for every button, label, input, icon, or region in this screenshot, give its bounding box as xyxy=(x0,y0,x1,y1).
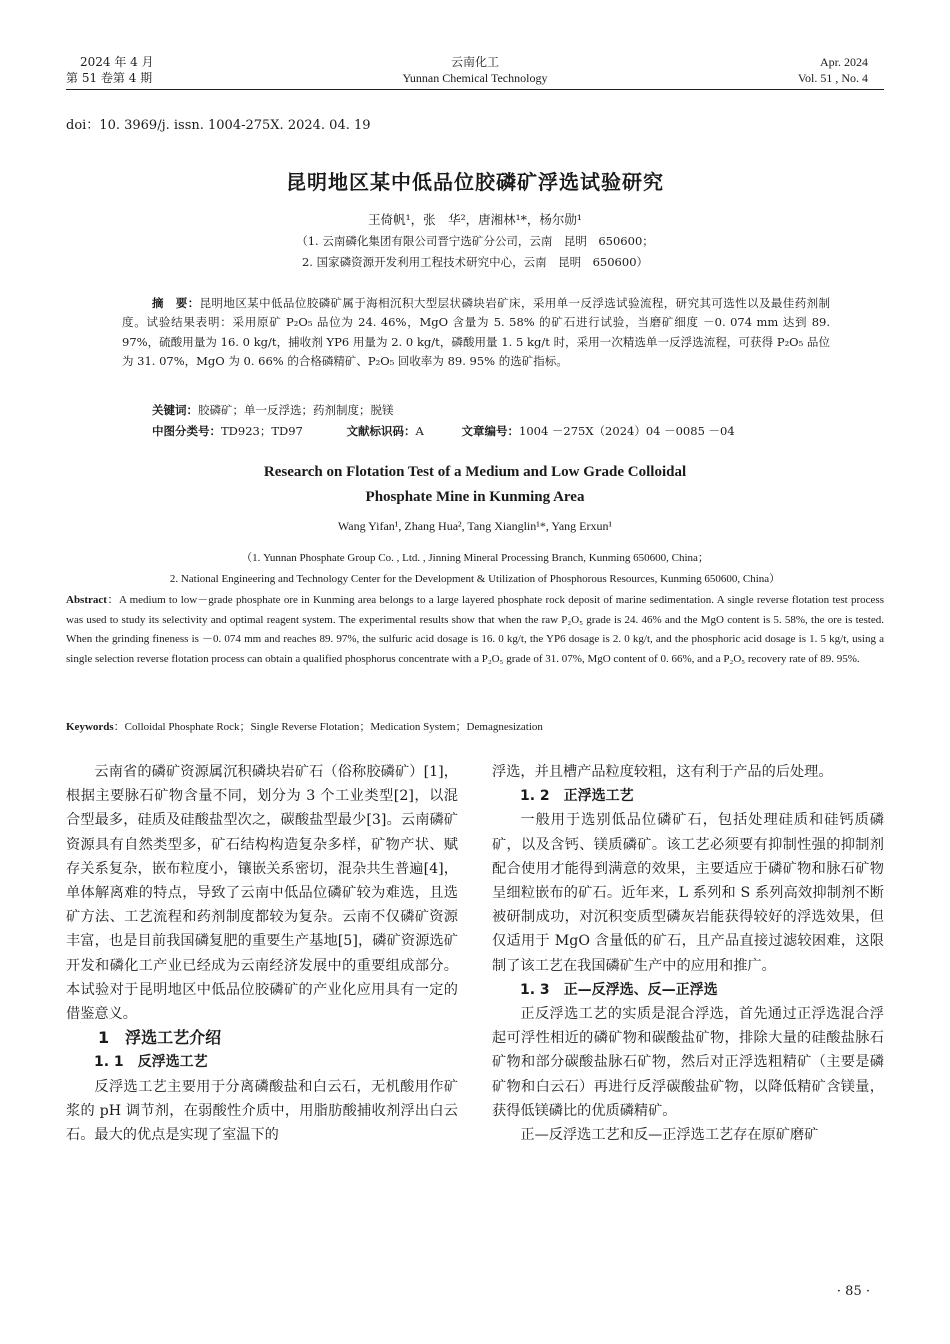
authors-en: Wang Yifan¹, Zhang Hua², Tang Xianglin¹*, Yang Erxun¹ xyxy=(337,519,613,533)
keywords-en xyxy=(66,718,543,734)
keywords-cn-text: 胶磷矿；单一反浮选；药剂制度；脱镁 xyxy=(198,403,394,417)
header-volume-cn: 第 51 卷第 4 期 xyxy=(66,71,153,85)
clc-value: TD923；TD97 xyxy=(221,424,303,438)
section-1-2-paragraph: 一般用于选别低品位磷矿石，包括处理硅质和硅钙质磷矿，以及含钙、镁质磷矿。该工艺必须要有抑制性强的抑制剂配合使用才能得到满意的效果，主要适应于磷矿物和脉石矿物呈细粒嵌布的矿石。近年来，L 系列和 S 系列高效抑制剂不断被研制成功，对沉积变质型磷灰岩能获得较好的浮选效果，但仅适用于 MgO 含量低的矿石，且产品直接过滤较困难，这限制了该工艺在我国磷矿生产中的应用和推广。 xyxy=(492,812,884,974)
clc-label: 中图分类号： xyxy=(152,424,221,438)
section-1-1-heading: 1. 1 反浮选工艺 xyxy=(94,1054,208,1071)
paper-title-en-line-2: Phosphate Mine in Kunming Area xyxy=(365,489,585,505)
header-volume-en: Vol. 51 , No. 4 xyxy=(797,71,868,85)
header-date-cn: 2024 年 4 月 xyxy=(80,55,154,69)
classification-line xyxy=(152,423,735,439)
body-right-column xyxy=(492,760,884,1147)
article-number-label: 文章编号： xyxy=(461,424,519,438)
affiliation-cn-2: 2. 国家磷资源开发利用工程技术研究中心，云南 昆明 650600） xyxy=(301,255,649,269)
keywords-en-label: Keywords xyxy=(66,721,114,733)
body-left-column xyxy=(66,760,458,1147)
paper-title-en xyxy=(0,460,950,510)
paper-title-cn: 昆明地区某中低品位胶磷矿浮选试验研究 xyxy=(286,170,664,194)
doi[interactable]: doi：10. 3969/j. issn. 1004-275X. 2024. 04. 19 xyxy=(66,118,371,133)
affiliation-en-1: （1. Yunnan Phosphate Group Co. , Ltd. , Jinning Mineral Processing Branch, Kunming 650600, China； xyxy=(241,552,709,564)
affiliation-en-2: 2. National Engineering and Technology Center for the Development & Utilization of Phosphorous Resources, Kunming 650600, China） xyxy=(169,573,781,585)
article-number-value: 1004 －275X（2024）04 －0085 －04 xyxy=(519,424,735,438)
abstract-en-text: ：A medium to low－grade phosphate ore in Kunming area belongs to a large layered phosphate rock deposit of marine sedimentation. A single reverse flotation test process was used to study its selectivity and optimal reagent system. The experimental results show that when the raw P₂O₅ grade is 24. 46% and the MgO content is 5. 58%, the ore is tested. When the grinding fineness is －0. 074 mm and reaches 89. 97%, the sulfuric acid dosage is 16. 0 kg/t, the YP6 dosage is 2. 0 kg/t, and the phosphoric acid dosage is 1. 5 kg/t, using a single selection reverse flotation process can obtain a qualified phosphorus concentrate with a P₂O₅ grade of 31. 07%, MgO content of 0. 66%, and a P₂O₅ recovery rate of 89. 95%. xyxy=(66,594,884,665)
keywords-cn-label: 关键词： xyxy=(152,403,198,417)
abstract-cn-text: 昆明地区某中低品位胶磷矿属于海相沉积大型层状磷块岩矿床，采用单一反浮选试验流程，研究其可选性以及最佳药剂制度。试验结果表明：采用原矿 P₂O₅ 品位为 24. 46%，MgO 含量为 5. 58% 的矿石进行试验，当磨矿细度 －0. 074 mm 达到 89. 97%，硫酸用量为 16. 0 kg/t，捕收剂 YP6 用量为 2. 0 kg/t，磷酸用量 1. 5 kg/t 时，采用一次精选单一反浮选流程，可获得 P₂O₅ 品位为 31. 07%，MgO 为 0. 66% 的合格磷精矿、P₂O₅ 回收率为 89. 95% 的选矿指标。 xyxy=(122,296,830,368)
section-1-heading: 1 浮选工艺介绍 xyxy=(98,1028,222,1048)
header-journal-cn: 云南化工 xyxy=(450,55,499,69)
intro-paragraph: 云南省的磷矿资源属沉积磷块岩矿石（俗称胶磷矿）[1]，根据主要脉石矿物含量不同，划分为 3 个工业类型[2]，以混合型最多，硅质及硅酸盐型次之，碳酸盐型最少[3]。云南磷矿资源具有自然类型多，矿石结构构造复杂多样，矿物产状、赋存关系复杂，嵌布粒度小，镶嵌关系密切，混杂共生普遍[4]，单体解离难的特点，导致了云南中低品位磷矿较为难选，且选矿方法、工艺流程和药剂制度都较为复杂。云南不仅磷矿资源丰富，也是目前我国磷复肥的重要生产基地[5]，磷矿资源选矿开发和磷化工产业已经成为云南经济发展中的重要组成部分。本试验对于昆明地区中低品位胶磷矿的产业化应用具有一定的借鉴意义。 xyxy=(66,764,458,1023)
abstract-en xyxy=(66,591,884,669)
page-number: · 85 · xyxy=(836,1284,870,1299)
section-1-1-paragraph: 反浮选工艺主要用于分离磷酸盐和白云石，无机酸用作矿浆的 pH 调节剂，在弱酸性介质中，用脂肪酸捕收剂浮出白云石。最大的优点是实现了室温下的 xyxy=(66,1078,458,1144)
header-journal-en: Yunnan Chemical Technology xyxy=(402,71,548,85)
keywords-en-text: ：Colloidal Phosphate Rock；Single Reverse Flotation；Medication System；Demagnesization xyxy=(113,721,543,733)
paper-title-en-line-1: Research on Flotation Test of a Medium and Low Grade Colloidal xyxy=(263,464,687,480)
abstract-en-label: Abstract xyxy=(66,594,107,606)
keywords-cn xyxy=(152,402,394,418)
doc-code-value: A xyxy=(415,424,424,438)
section-1-1-continued: 浮选，并且槽产品粒度较粗，这有利于产品的后处理。 xyxy=(492,764,833,780)
affiliation-cn-1: （1. 云南磷化集团有限公司晋宁选矿分公司，云南 昆明 650600； xyxy=(296,234,654,248)
authors-cn: 王倚帆¹，张 华²，唐湘林¹*，杨尔勋¹ xyxy=(368,212,582,227)
header-date-en: Apr. 2024 xyxy=(820,55,868,69)
abstract-cn xyxy=(122,294,830,371)
abstract-cn-label: 摘 要： xyxy=(152,296,200,310)
section-1-3-heading: 1. 3 正—反浮选、反—正浮选 xyxy=(520,981,718,998)
section-1-3-paragraph-2: 正—反浮选工艺和反—正浮选工艺存在原矿磨矿 xyxy=(520,1127,819,1144)
section-1-3-paragraph: 正反浮选工艺的实质是混合浮选，首先通过正浮选混合浮起可浮性相近的磷矿物和碳酸盐矿物，排除大量的硅酸盐脉石矿物和部分碳酸盐脉石矿物，然后对正浮选粗精矿（主要是磷矿物和白云石）再进行反浮碳酸盐矿物，以降低精矿含镁量，获得低镁磷比的优质磷精矿。 xyxy=(492,1006,884,1119)
doc-code-label: 文献标识码： xyxy=(346,424,416,438)
header-rule xyxy=(66,89,884,90)
section-1-2-heading: 1. 2 正浮选工艺 xyxy=(520,788,634,805)
